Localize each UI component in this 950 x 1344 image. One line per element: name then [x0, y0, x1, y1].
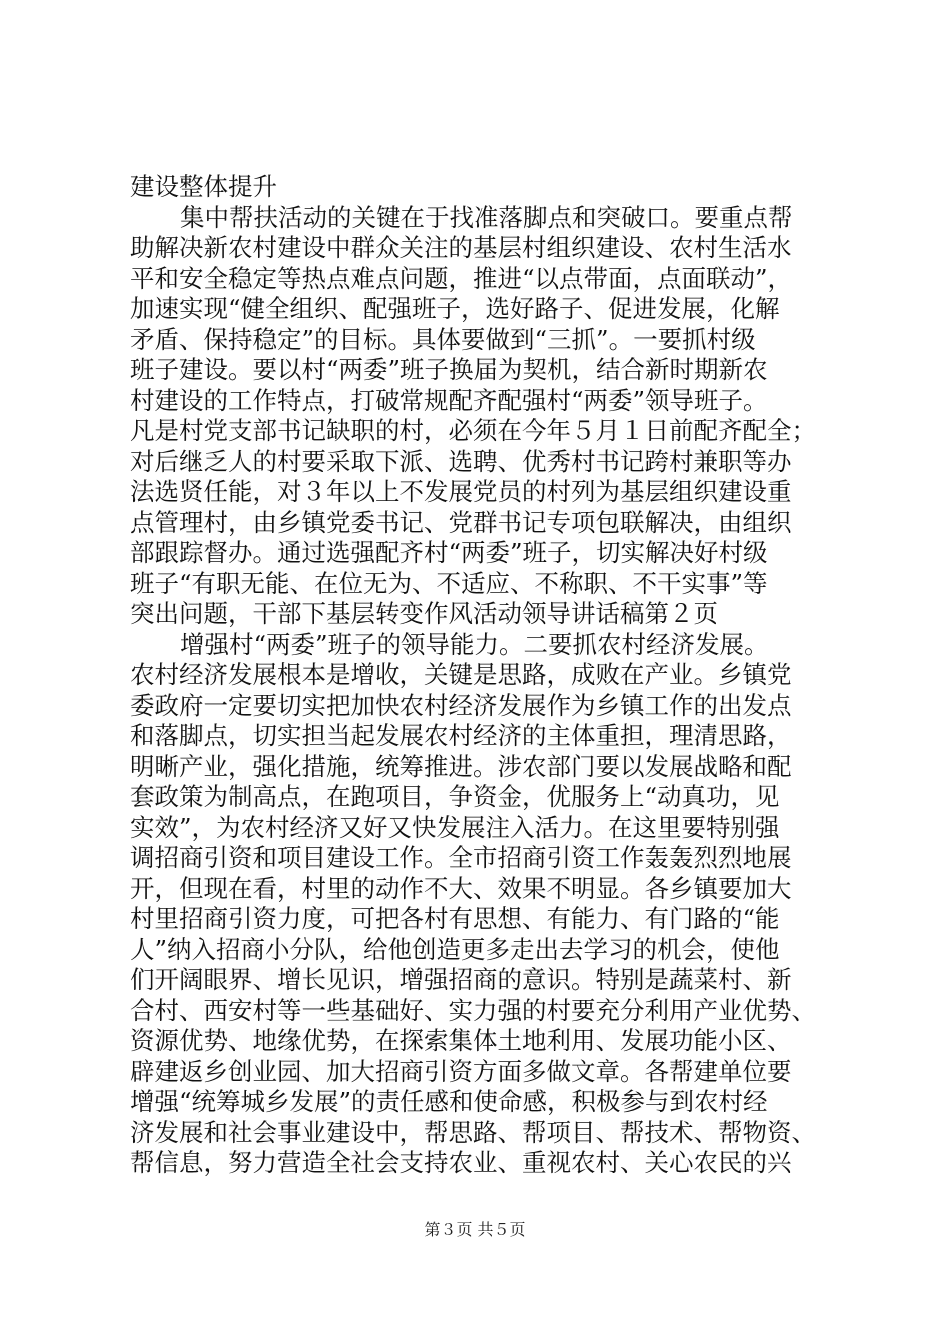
text-line: 部跟踪督办。通过选强配齐村“两委”班子，切实解决好村级	[130, 538, 768, 567]
text-line: 村建设的工作特点，打破常规配齐配强村“两委”领导班子。	[130, 385, 768, 415]
text-line: 助解决新农村建设中群众关注的基层村组织建设、农村生活水	[130, 233, 792, 262]
text-line: 突出问题，干部下基层转变作风活动领导讲话稿第２页	[130, 599, 718, 628]
page-footer: 第３页 共５页	[424, 1220, 526, 1239]
paragraph-start-line: 集中帮扶活动的关键在于找准落脚点和突破口。要重点帮	[180, 202, 793, 232]
body-text	[130, 172, 830, 1179]
text-line: 济发展和社会事业建设中，帮思路、帮项目、帮技术、帮物资、	[130, 1117, 816, 1147]
text-line: 凡是村党支部书记缺职的村，必须在今年５月１日前配齐配全；	[130, 416, 816, 445]
text-line: 委政府一定要切实把加快农村经济发展作为乡镇工作的出发点	[130, 690, 792, 720]
text-line: 明晰产业，强化措施，统筹推进。涉农部门要以发展战略和配	[130, 751, 792, 781]
text-line: 班子“有职无能、在位无为、不适应、不称职、不干实事”等	[130, 568, 768, 598]
text-line: 实效”，为农村经济又好又快发展注入活力。在这里要特别强	[130, 812, 780, 842]
text-line: 增强“统筹城乡发展”的责任感和使命感，积极参与到农村经	[130, 1087, 768, 1116]
text-line: 套政策为制高点，在跑项目，争资金，优服务上“动真功，见	[130, 782, 780, 811]
text-line: 辟建返乡创业园、加大招商引资方面多做文章。各帮建单位要	[130, 1056, 792, 1086]
text-line: 矛盾、保持稳定”的目标。具体要做到“三抓”。一要抓村级	[130, 324, 756, 354]
text-line: 班子建设。要以村“两委”班子换届为契机，结合新时期新农	[130, 355, 768, 384]
text-line: 人”纳入招商小分队，给他创造更多走出去学习的机会，使他	[130, 934, 780, 964]
text-line: 加速实现“健全组织、配强班子，选好路子、促进发展，化解	[130, 294, 780, 323]
text-line: 合村、西安村等一些基础好、实力强的村要充分利用产业优势、	[130, 995, 816, 1025]
text-line: 点管理村，由乡镇党委书记、党群书记专项包联解决，由组织	[130, 507, 792, 537]
text-line: 平和安全稳定等热点难点问题，推进“以点带面，点面联动”，	[130, 263, 793, 293]
text-line: 法选贤任能，对３年以上不发展党员的村列为基层组织建设重	[130, 477, 792, 506]
paragraph-start-line: 增强村“两委”班子的领导能力。二要抓农村经济发展。	[180, 629, 769, 659]
text-line: 建设整体提升	[130, 172, 277, 201]
text-line: 村里招商引资力度，可把各村有思想、有能力、有门路的“能	[130, 904, 780, 933]
text-line: 开，但现在看，村里的动作不大、效果不明显。各乡镇要加大	[130, 873, 792, 903]
text-line: 对后继乏人的村要采取下派、选聘、优秀村书记跨村兼职等办	[130, 446, 792, 476]
text-line: 调招商引资和项目建设工作。全市招商引资工作轰轰烈烈地展	[130, 843, 792, 872]
text-line: 帮信息，努力营造全社会支持农业、重视农村、关心农民的兴	[130, 1148, 792, 1177]
text-line: 农村经济发展根本是增收，关键是思路，成败在产业。乡镇党	[130, 660, 792, 689]
text-line: 们开阔眼界、增长见识，增强招商的意识。特别是蔬菜村、新	[130, 965, 792, 994]
text-line: 和落脚点，切实担当起发展农村经济的主体重担，理清思路，	[130, 721, 792, 750]
text-line: 资源优势、地缘优势，在探索集体土地利用、发展功能小区、	[130, 1026, 792, 1055]
